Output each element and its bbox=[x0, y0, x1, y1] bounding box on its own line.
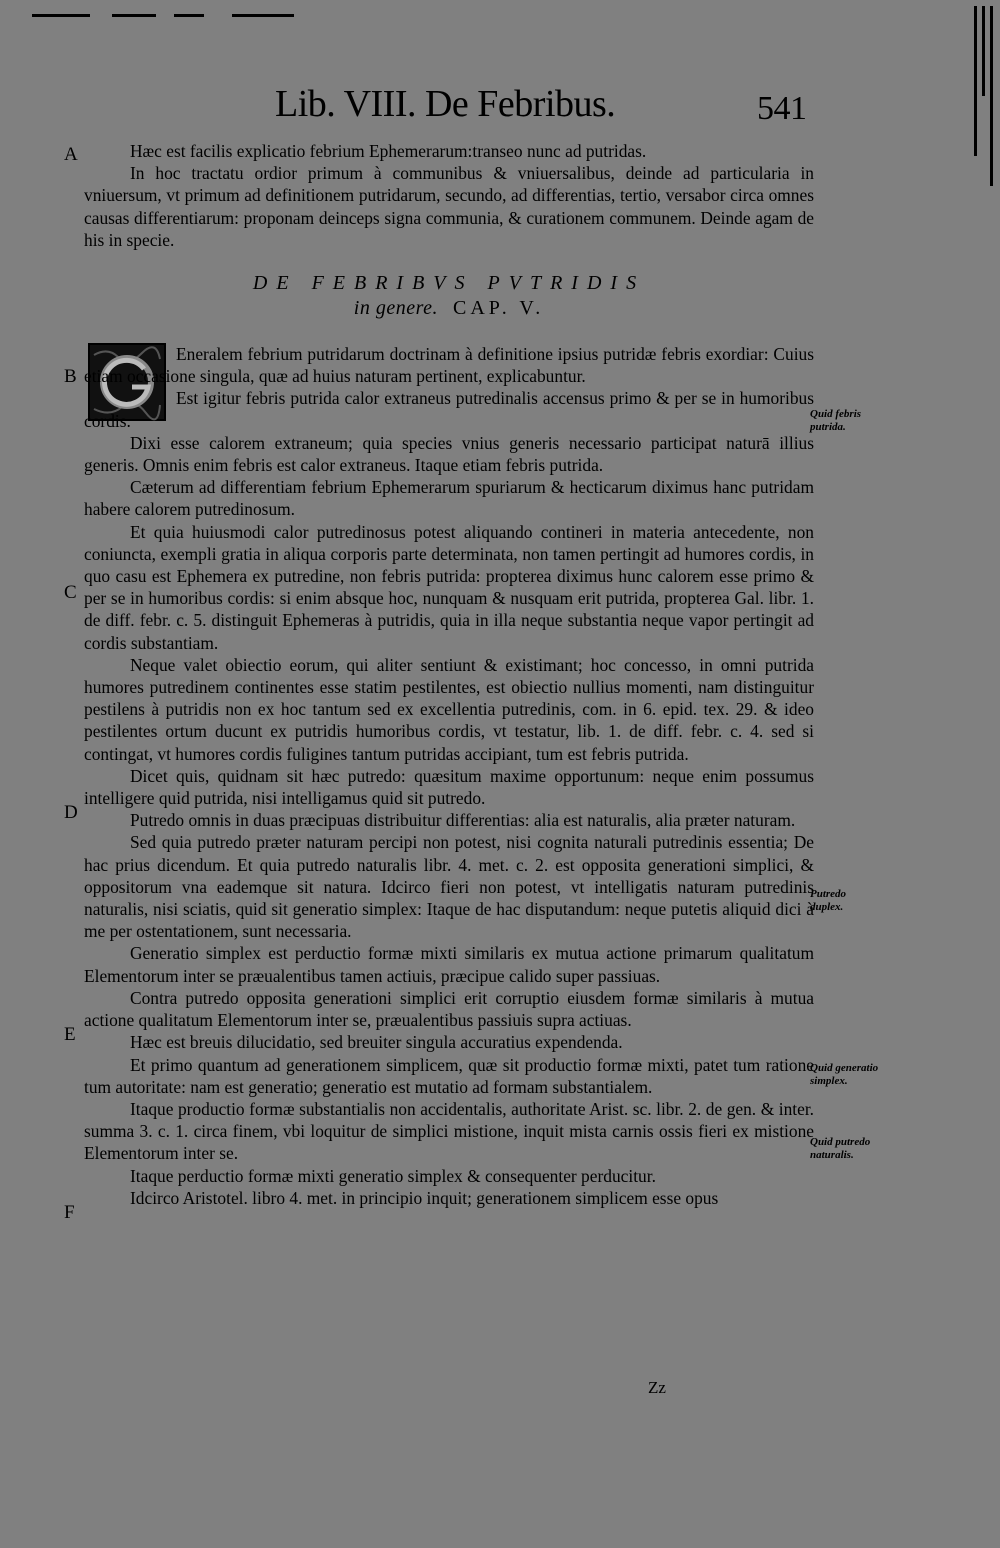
catchword: Zz bbox=[648, 1378, 666, 1397]
paragraph-8: Putredo omnis in duas præcipuas distribuitur differentias: alia est naturalis, alia præter naturam. bbox=[130, 810, 796, 831]
chapter-subtitle bbox=[84, 297, 814, 320]
side-note-putredo-naturalis: Quid putredo naturalis. bbox=[810, 1136, 871, 1161]
paragraph-4: Cæterum ad differentiam febrium Ephemerarum spuriarum & hecticarum diximus hanc putridam habere calorem putredinosum. bbox=[84, 477, 814, 520]
paragraph-10: Generatio simplex est perductio formæ mixti similaris ex mutua actione primarum qualitatum Elementorum inter se præualentibus tamen actiuis, præcipue calido super passiuas. bbox=[84, 943, 814, 986]
paragraph-2: Est igitur febris putrida calor extraneus putredinalis accensus primo & per se in humoribus cordis. bbox=[84, 388, 814, 431]
margin-letter-b: B bbox=[64, 366, 77, 387]
paragraph-13: Et primo quantum ad generationem simplicem, quæ sit productio formæ mixti, patet tum ratione tum autoritate: nam est generatio; generatio est mutatio ad formam substantialem. bbox=[84, 1054, 814, 1097]
paragraph-5: Et quia huiusmodi calor putredinosus potest aliquando contineri in materia antecedente, non coniuncta, exempli gratia in aliqua corporis parte determinata, non tamen pertingit ad humores cordis, in quo casu est Ephemera ex putredine, non febris putrida: propterea diximus hunc calorem esse primo & per se in humoribus cordis: si enim absque hoc, nunquam & nusquam erit putrida, propterea Gal. libr. 1. de diff. febr. c. 5. distinguit Ephemeras à putridis, quia in illa neque substantia neque vapor pertingit ad cordis substantiam. bbox=[84, 521, 814, 653]
margin-letter-c: C bbox=[64, 582, 77, 603]
paragraph-6: Neque valet obiectio eorum, qui aliter sentiunt & existimant; hoc concesso, in omni putrida humores putredinem continentes esse statim pestilentes, est obiectio nullius momenti, nam distinguitur pestilens à putridis non ex hoc tantum sed ex excellentia putredinis, com. in 6. epid. tex. 29. & ideo pestilentes ortum ducunt ex putridis humoribus cordis, vt testatur, lib. 1. de diff. febr. c. 4. sed si contingat, vt humores cordis fuligines tantum putridas accipiant, tum est febris putrida. bbox=[84, 654, 814, 764]
paragraph-9: Sed quia putredo præter naturam percipi non potest, nisi cognita naturali putredinis essentia; De hac prius dicendum. Et quia putredo naturalis libr. 4. met. c. 2. est opposita generationi simplici, & oppositorum vna eademque sit natura. Idcirco fieri non potest, vt intelligatis naturam putredinis naturalis, nisi sciatis, quid sit generatio simplex: Itaque de hac disputandum: neque putetis aliquid dici à me per ostentationem, sunt necessaria. bbox=[84, 832, 814, 942]
margin-letter-e: E bbox=[64, 1024, 76, 1045]
paragraph-14: Itaque productio formæ substantialis non accidentalis, authoritate Arist. sc. libr. 2. de gen. & inter. summa 3. c. 1. circa finem, vbi loquitur de simplici mistione, inquit mista carnis ossis fieri ex mistione Elementorum inter se. bbox=[84, 1098, 814, 1164]
chapter-title: DE FEBRIBVS PVTRIDIS bbox=[252, 272, 646, 294]
running-head bbox=[275, 82, 835, 132]
chapter-subtitle-text: in genere. bbox=[353, 297, 439, 319]
chapter-number: CAP. V. bbox=[453, 297, 545, 319]
paragraph-15: Itaque perductio formæ mixti generatio simplex & consequenter perducitur. bbox=[130, 1165, 656, 1186]
chapter-text bbox=[84, 343, 814, 1209]
top-edge-mark bbox=[0, 14, 330, 24]
paragraph-11: Contra putredo opposita generationi simplici erit corruptio eiusdem formæ similaris à mutua actione qualitatum Elementorum inter se, præualentibus passiuis supra actiuas. bbox=[84, 987, 814, 1031]
paragraph-12: Hæc est breuis dilucidatio, sed breuiter singula accuratius expendenda. bbox=[130, 1032, 623, 1053]
side-note-febris-putrida: Quid febris putrida. bbox=[810, 408, 862, 433]
intro-text bbox=[84, 140, 814, 251]
paragraph-16: Idcirco Aristotel. libro 4. met. in principio inquit; generationem simplicem esse opus bbox=[130, 1187, 719, 1208]
side-note-generatio-simplex: Quid generatio simplex. bbox=[810, 1062, 879, 1087]
side-note-putredo-duplex: Putredo duplex. bbox=[810, 888, 847, 913]
paragraph-1: Eneralem febrium putridarum doctrinam à definitione ipsius putridæ febris exordiar: Cuius etiam occasione singula, quæ ad huius naturam pertinent, explicabuntur. bbox=[84, 344, 814, 387]
margin-letter-a: A bbox=[64, 144, 78, 165]
paragraph-3: Dixi esse calorem extraneum; quia species vnius generis necessario participat naturā illius generis. Omnis enim febris est calor extraneus. Itaque etiam febris putrida. bbox=[84, 432, 814, 476]
margin-letter-f: F bbox=[64, 1202, 75, 1223]
page-number: 541 bbox=[757, 90, 807, 127]
chapter-heading bbox=[84, 272, 814, 320]
running-title: Lib. VIII. De Febribus. bbox=[275, 83, 616, 125]
paragraph-7: Dicet quis, quidnam sit hæc putredo: quæsitum maxime opportunum: neque enim possumus intelligere quid putrida, nisi intelligamus quid sit putredo. bbox=[84, 765, 814, 809]
right-edge-mark bbox=[970, 0, 1000, 1548]
margin-letter-d: D bbox=[64, 802, 78, 823]
intro-paragraph: Hæc est facilis explicatio febrium Ephemerarum:transeo nunc ad putridas. bbox=[130, 141, 647, 161]
intro-paragraph: In hoc tractatu ordior primum à communibus & vniuersalibus, deinde ad particularia in vniuersum, vt primum ad definitionem putridarum, secundo, ad differentias, tertio, versabor circa omnes causas differentiarum: proponam deinceps signa communia, & curationem communem. Deinde agam de his in specie. bbox=[84, 163, 814, 250]
